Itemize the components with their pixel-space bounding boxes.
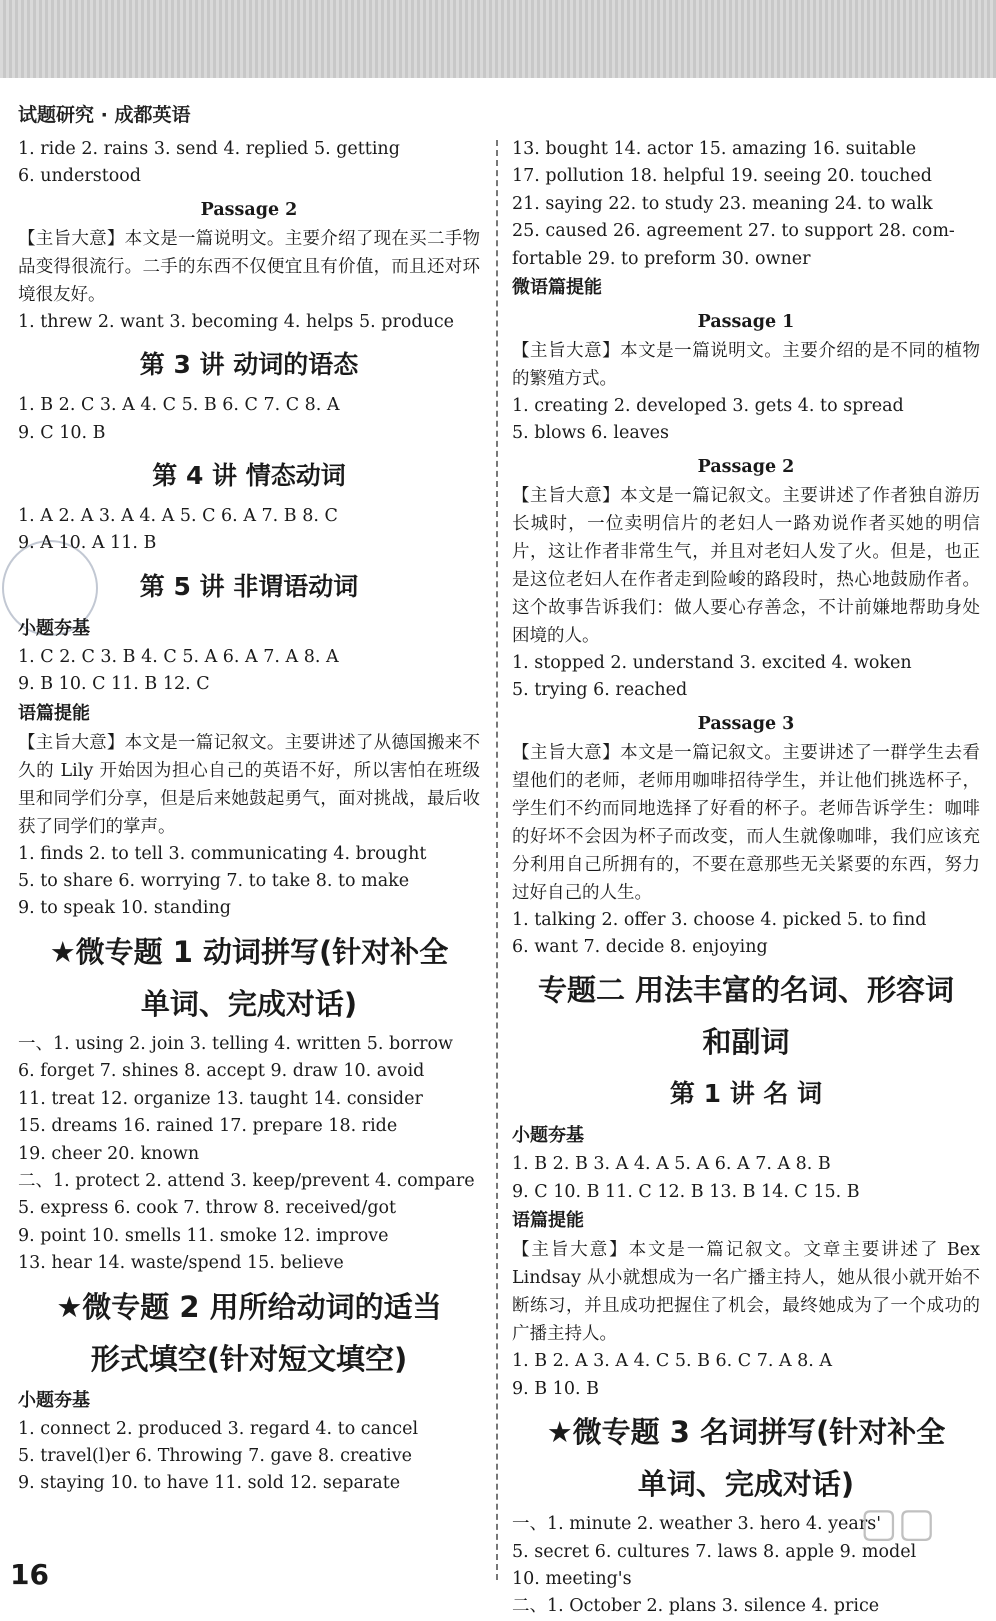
micro-topic-subtitle: 单词、完成对话) <box>637 1467 855 1502</box>
answer-line: 二、1. October 2. plans 3. silence 4. price <box>512 1596 880 1617</box>
answer-line: 6. forget 7. shines 8. accept 9. draw 10. avoid <box>18 1061 425 1082</box>
running-header: 试题研究 · 成都英语 <box>18 104 191 126</box>
passage-title: Passage 2 <box>200 199 298 220</box>
answer-line: 1. B 2. C 3. A 4. C 5. B 6. C 7. C 8. A <box>18 395 340 416</box>
answer-line: 5. secret 6. cultures 7. laws 8. apple 9. model <box>512 1541 917 1562</box>
summary-paragraph: 【主旨大意】本文是一篇记叙文。主要讲述了作者独自游历长城时，一位卖明信片的老妇人一路劝说作者买她的明信片，这让作者非常生气，并且对老妇人发了火。但是，也正是这位老妇人在作者走到险峻的路段时，热心地鼓励作者。这个故事告诉我们：做人要心存善念，不计前嫌地帮助身处困境的人。 <box>512 485 980 646</box>
answer-line: 1. finds 2. to tell 3. communicating 4. brought <box>18 843 427 864</box>
answer-line: fortable 29. to preform 30. owner <box>512 248 811 269</box>
answer-line: 13. bought 14. actor 15. amazing 16. suitable <box>512 139 917 159</box>
answer-line: 1. creating 2. developed 3. gets 4. to spread <box>512 396 904 417</box>
answer-line: 1. ride 2. rains 3. send 4. replied 5. getting <box>18 139 400 159</box>
section-label: 小题夯基 <box>512 1125 584 1147</box>
answer-line: 10. meeting's <box>512 1568 632 1589</box>
lecture-title: 第 1 讲 名 词 <box>669 1079 823 1109</box>
answer-line: 21. saying 22. to study 23. meaning 24. to walk <box>512 193 933 214</box>
answer-line: 5. trying 6. reached <box>512 680 688 701</box>
answer-line: 1. stopped 2. understand 3. excited 4. woken <box>512 652 912 673</box>
summary-paragraph: 【主旨大意】本文是一篇说明文。主要介绍了现在买二手物品变得很流行。二手的东西不仅便宜且有价值，而且还对环境很友好。 <box>18 228 480 305</box>
answer-line: 1. B 2. B 3. A 4. A 5. A 6. A 7. A 8. B <box>512 1154 831 1175</box>
answer-line: 6. want 7. decide 8. enjoying <box>512 937 768 958</box>
answer-line: 一、1. minute 2. weather 3. hero 4. years' <box>512 1514 882 1535</box>
answer-line: 17. pollution 18. helpful 19. seeing 20. touched <box>512 166 932 187</box>
answer-line: 5. blows 6. leaves <box>512 423 669 444</box>
answer-line: 1. threw 2. want 3. becoming 4. helps 5. produce <box>18 311 454 332</box>
lecture-title: 第 3 讲 动词的语态 <box>139 350 359 380</box>
answer-line: 9. staying 10. to have 11. sold 12. separate <box>18 1473 401 1494</box>
column-divider <box>496 140 498 1580</box>
micro-topic-subtitle: 形式填空(针对短文填空) <box>90 1341 408 1376</box>
answer-line: 9. point 10. smells 11. smoke 12. improve <box>18 1225 389 1246</box>
micro-topic-title: ★微专题 2 用所给动词的适当 <box>56 1289 442 1324</box>
left-column <box>18 136 480 1498</box>
answer-line: 二、1. protect 2. attend 3. keep/prevent 4. compare <box>18 1170 475 1191</box>
answer-line: 5. to share 6. worrying 7. to take 8. to make <box>18 871 410 892</box>
answer-line: 1. connect 2. produced 3. regard 4. to cancel <box>18 1418 419 1439</box>
section-label: 语篇提能 <box>512 1210 584 1232</box>
answer-line: 9. A 10. A 11. B <box>18 533 157 554</box>
answer-line: 一、1. using 2. join 3. telling 4. written 5. borrow <box>18 1033 453 1054</box>
answer-line: 9. B 10. B <box>512 1378 599 1399</box>
summary-paragraph: 【主旨大意】本文是一篇记叙文。文章主要讲述了 Bex Lindsay 从小就想成为一名广播主持人，她从很小就开始不断练习，并且成功把握住了机会，最终她成为了一个成功的广播主持人。 <box>512 1240 980 1345</box>
section-label: 小题夯基 <box>18 617 90 639</box>
passage-title: Passage 1 <box>697 312 795 333</box>
corner-watermark: ▢▢ <box>860 1500 936 1546</box>
topic-subtitle: 和副词 <box>702 1025 790 1060</box>
answer-line: 6. understood <box>18 166 142 187</box>
answer-line: 1. B 2. A 3. A 4. C 5. B 6. C 7. A 8. A <box>512 1351 833 1372</box>
answer-line: 13. hear 14. waste/spend 15. believe <box>18 1253 344 1274</box>
answer-line: 11. treat 12. organize 13. taught 14. consider <box>18 1088 423 1109</box>
answer-line: 15. dreams 16. rained 17. prepare 18. ride <box>18 1116 398 1137</box>
section-label: 小题夯基 <box>18 1389 90 1411</box>
passage-title: Passage 3 <box>697 713 795 734</box>
topic-title: 专题二 用法丰富的名词、形容词 <box>537 973 955 1008</box>
answer-line: 9. C 10. B <box>18 422 106 443</box>
answer-line: 5. travel(l)er 6. Throwing 7. gave 8. creative <box>18 1445 412 1466</box>
right-column <box>512 136 980 1621</box>
section-label: 微语篇提能 <box>512 277 602 299</box>
lecture-title: 第 4 讲 情态动词 <box>152 461 346 491</box>
lecture-title: 第 5 讲 非谓语动词 <box>139 571 359 601</box>
answer-line: 9. to speak 10. standing <box>18 898 231 919</box>
answer-line: 9. C 10. B 11. C 12. B 13. B 14. C 15. B <box>512 1181 860 1202</box>
summary-paragraph: 【主旨大意】本文是一篇记叙文。主要讲述了从德国搬来不久的 Lily 开始因为担心自己的英语不好，所以害怕在班级里和同学们分享，但是后来她鼓起勇气，面对挑战，最后收获了同学们的掌声。 <box>18 732 480 837</box>
answer-line: 1. talking 2. offer 3. choose 4. picked 5. to find <box>512 909 927 930</box>
answer-line: 9. B 10. C 11. B 12. C <box>18 674 210 695</box>
answer-line: 1. C 2. C 3. B 4. C 5. A 6. A 7. A 8. A <box>18 646 339 667</box>
answer-line: 1. A 2. A 3. A 4. A 5. C 6. A 7. B 8. C <box>18 506 338 527</box>
answer-line: 19. cheer 20. known <box>18 1143 200 1164</box>
micro-topic-title: ★微专题 3 名词拼写(针对补全 <box>546 1415 946 1450</box>
page-number: 16 <box>10 1558 49 1591</box>
top-scan-band <box>0 0 996 78</box>
summary-paragraph: 【主旨大意】本文是一篇说明文。主要介绍的是不同的植物的繁殖方式。 <box>512 341 980 390</box>
micro-topic-subtitle: 单词、完成对话) <box>140 986 358 1021</box>
answer-line: 25. caused 26. agreement 27. to support 28. com- <box>512 221 955 242</box>
passage-title: Passage 2 <box>697 456 795 477</box>
micro-topic-title: ★微专题 1 动词拼写(针对补全 <box>49 934 449 969</box>
summary-paragraph: 【主旨大意】本文是一篇记叙文。主要讲述了一群学生去看望他们的老师，老师用咖啡招待学生，并让他们挑选杯子，学生们不约而同地选择了好看的杯子。老师告诉学生：咖啡的好坏不会因为杯子而改变，而人生就像咖啡，我们应该充分利用自己所拥有的，不要在意那些无关紧要的东西，努力过好自己的人生。 <box>512 742 980 903</box>
section-label: 语篇提能 <box>18 702 90 724</box>
answer-line: 5. express 6. cook 7. throw 8. received/got <box>18 1198 397 1219</box>
